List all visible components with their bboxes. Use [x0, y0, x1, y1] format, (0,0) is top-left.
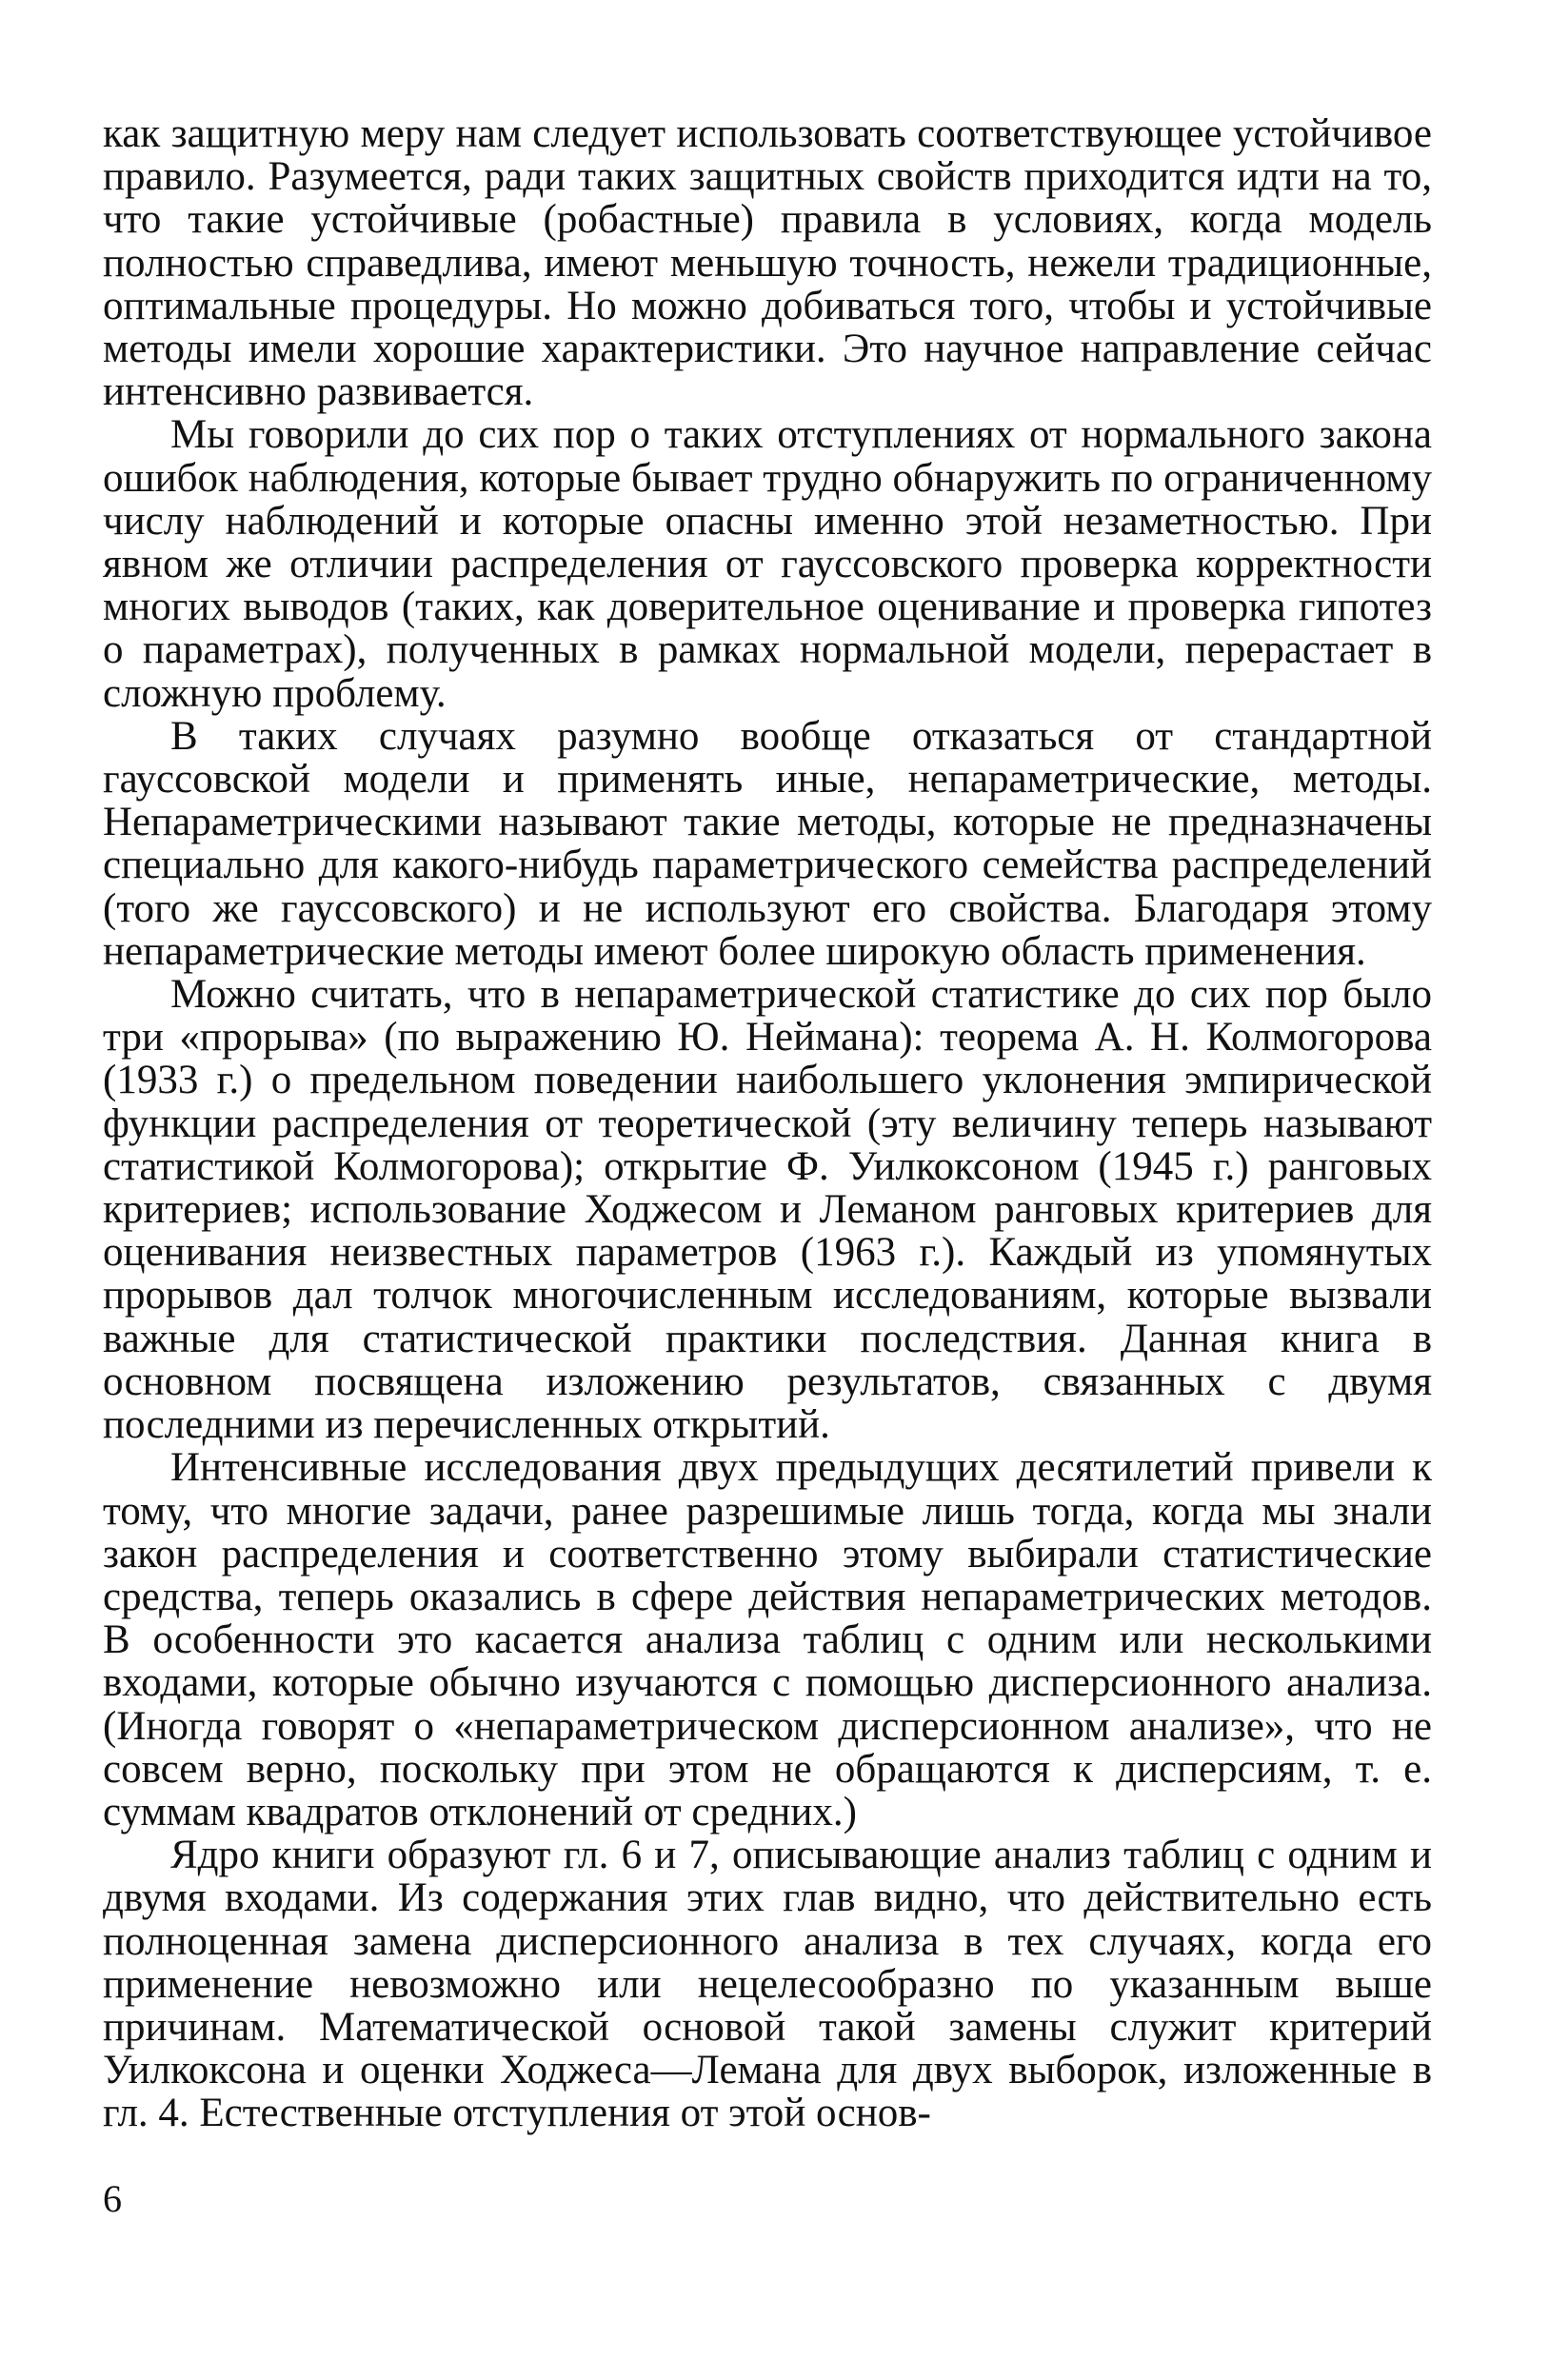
- paragraph-4: Можно считать, что в непараметрической статистике до сих пор было три «прорыва» (по выражению Ю. Неймана): теорема А. Н. Колмогорова (1933 г.) о предельном поведении наибольшего уклонения эмпирической функции распределения от теоретической (эту величину теперь называют статистикой Колмогорова); открытие Ф. Уилкоксоном (1945 г.) ранговых критериев; использование Ходжесом и Леманом ранговых критериев для оценивания неизвестных параметров (1963 г.). Каждый из упомянутых прорывов дал толчок многочисленным исследованиям, которые вызвали важные для статистической практики последствия. Данная книга в основном посвящена изложению результатов, связанных с двумя последними из перечисленных открытий.: [103, 972, 1432, 1448]
- paragraph-3: В таких случаях разумно вообще отказаться от стандартной гауссовской модели и применять иные, непараметрические, методы. Непараметрическими называют такие методы, которые не предназначены специально для какого-нибудь параметрического семейства распределений (того же гауссовского) и не используют его свойства. Благодаря этому непараметрические методы имеют более широкую область применения.: [103, 713, 1432, 974]
- paragraph-6: Ядро книги образуют гл. 6 и 7, описывающие анализ таблиц с одним и двумя входами. Из содержания этих глав видно, что действительно есть полноценная замена дисперсионного анализа в тех случаях, когда его применение невозможно или нецелесообразно по указанным выше причинам. Математической основой такой замены служит критерий Уилкоксона и оценки Ходжеса—Лемана для двух выборок, изложенные в гл. 4. Естественные отступления от этой основ-: [103, 1833, 1432, 2136]
- body-text: [103, 112, 1432, 2135]
- page-number: 6: [103, 2177, 122, 2220]
- paragraph-1: как защитную меру нам следует использовать соответствующее устойчивое правило. Разумеется, ради таких защитных свойств приходится идти на то, что такие устойчивые (робастные) правила в условиях, когда модель полностью справедлива, имеют меньшую точность, нежели традиционные, оптимальные процедуры. Но можно добиваться того, чтобы и устойчивые методы имели хорошие характеристики. Это научное направление сейчас интенсивно развивается.: [103, 111, 1432, 415]
- paragraph-2: Мы говорили до сих пор о таких отступлениях от нормального закона ошибок наблюдения, которые бывает трудно обнаружить по ограниченному числу наблюдений и которые опасны именно этой незаметностью. При явном же отличии распределения от гауссовского проверка корректности многих выводов (таких, как доверительное оценивание и проверка гипотез о параметрах), полученных в рамках нормальной модели, перерастает в сложную проблему.: [103, 412, 1432, 716]
- paragraph-5: Интенсивные исследования двух предыдущих десятилетий привели к тому, что многие задачи, ранее разрешимые лишь тогда, когда мы знали закон распределения и соответственно этому выбирали статистические средства, теперь оказались в сфере действия непараметрических методов. В особенности это касается анализа таблиц с одним или несколькими входами, которые обычно изучаются с помощью дисперсионного анализа. (Иногда говорят о «непараметрическом дисперсионном анализе», что не совсем верно, поскольку при этом не обращаются к дисперсиям, т. е. суммам квадратов отклонений от средних.): [103, 1445, 1432, 1835]
